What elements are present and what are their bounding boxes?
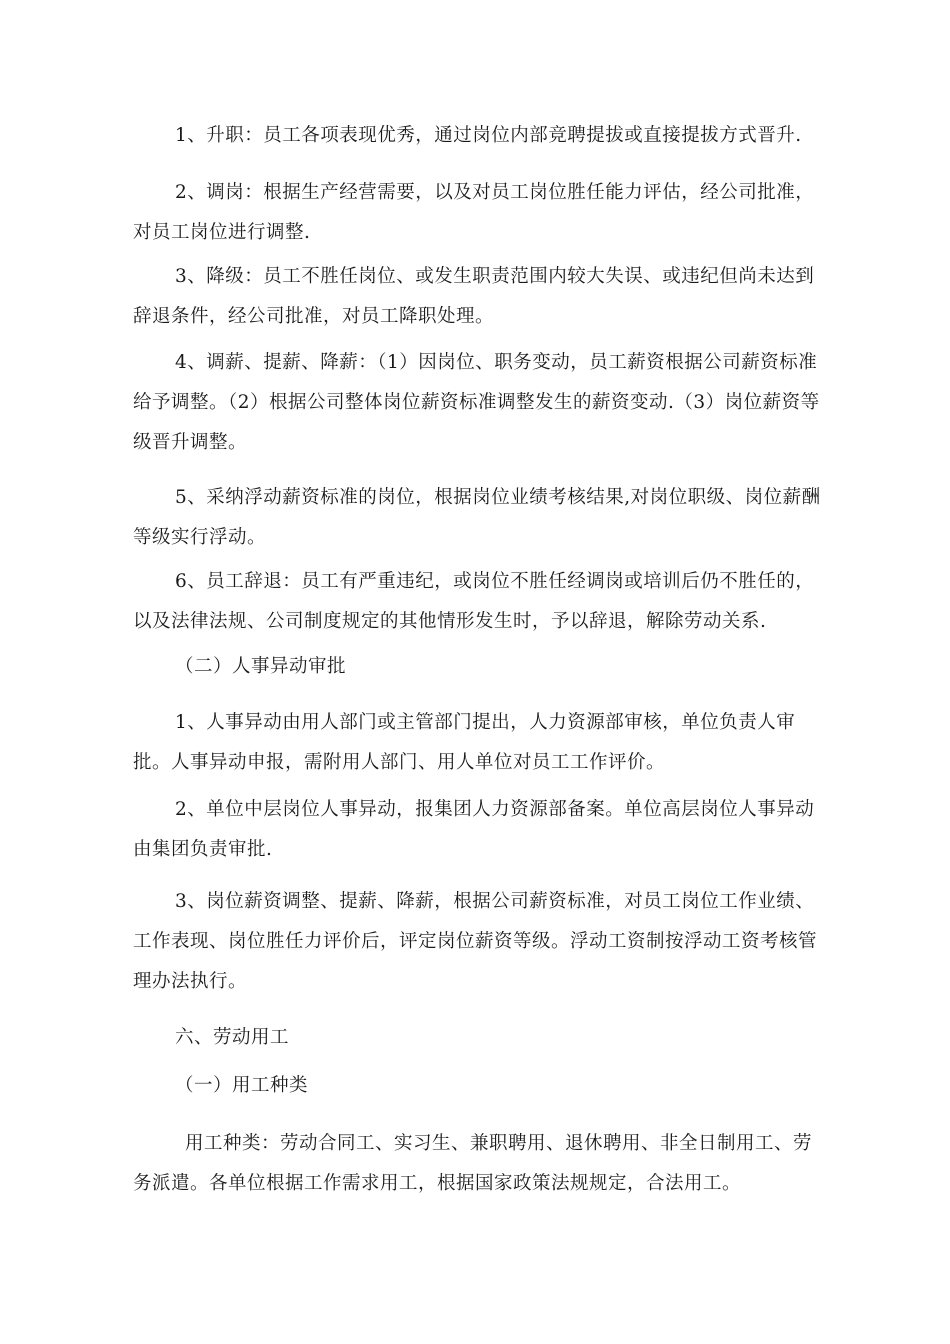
paragraph-promotion: 1、升职：员工各项表现优秀，通过岗位内部竞聘提拔或直接提拔方式晋升. [175,125,802,146]
section-heading-employment-types: （一）用工种类 [175,1075,309,1096]
paragraph-approval-3: 3、岗位薪资调整、提薪、降薪，根据公司薪资标准，对员工岗位工作业绩、工作表现、岗位胜任力评价后，评定岗位薪资等级。浮动工资制按浮动工资考核管理办法执行。 [133,891,818,992]
paragraph-floating-salary: 5、采纳浮动薪资标准的岗位，根据岗位业绩考核结果,对岗位职级、岗位薪酬等级实行浮动。 [133,487,821,548]
paragraph-transfer: 2、调岗：根据生产经营需要，以及对员工岗位胜任能力评估，经公司批准，对员工岗位进行调整. [133,182,815,243]
paragraph-demotion: 3、降级：员工不胜任岗位、或发生职责范围内较大失误、或违纪但尚未达到辞退条件，经公司批准，对员工降职处理。 [133,266,815,327]
paragraph-employment-types: 用工种类：劳动合同工、实习生、兼职聘用、退休聘用、非全日制用工、劳务派遣。各单位根据工作需求用工，根据国家政策法规规定，合法用工。 [133,1133,813,1194]
chapter-heading-labor: 六、劳动用工 [175,1027,290,1048]
paragraph-salary-adjust: 4、调薪、提薪、降薪：（1）因岗位、职务变动，员工薪资根据公司薪资标准给予调整。（2）根据公司整体岗位薪资标准调整发生的薪资变动.（3）岗位薪资等级晋升调整。 [133,352,820,453]
paragraph-dismissal: 6、员工辞退：员工有严重违纪，或岗位不胜任经调岗或培训后仍不胜任的，以及法律法规、公司制度规定的其他情形发生时，予以辞退，解除劳动关系. [133,571,815,632]
paragraph-approval-1: 1、人事异动由用人部门或主管部门提出，人力资源部审核，单位负责人审批。人事异动申报，需附用人部门、用人单位对员工工作评价。 [133,712,796,773]
section-heading-personnel-approval: （二）人事异动审批 [175,656,347,677]
paragraph-approval-2: 2、单位中层岗位人事异动，报集团人力资源部备案。单位高层岗位人事异动由集团负责审批. [133,799,815,860]
